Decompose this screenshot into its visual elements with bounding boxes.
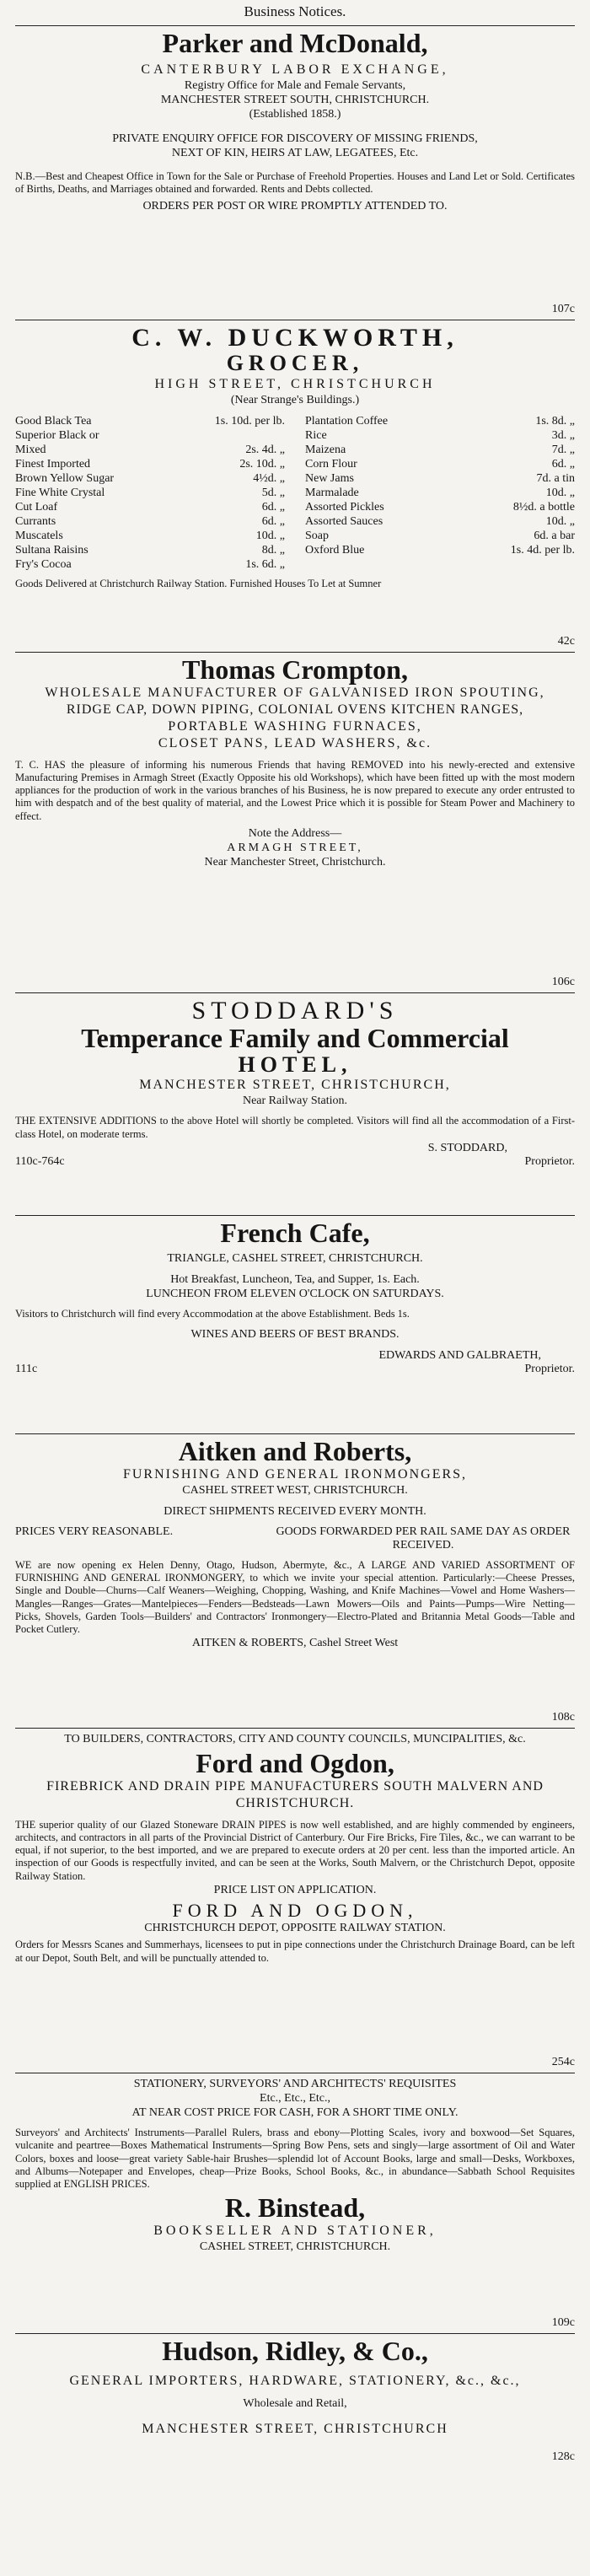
item-price: 1s. 10d. per lb.	[214, 414, 285, 428]
stationery-header: STATIONERY, SURVEYORS' AND ARCHITECTS' REQUISITES	[133, 2078, 457, 2090]
body-text: Surveyors' and Architects' Instruments—Parallel Rulers, brass and ebony—Plotting Scales, ivory and boxwood—Set Squares, vulcanite and peartree—Boxes Mathematical Instruments—Spring Bow Pens, sets and singly—large assortment of Oil and Water Colors, boxes and loose—great variety Sable-hair Brushes—splendid lot of Account Books, large and small—Desks, Workboxes, and Albums—Notepaper and Envelopes, cheap—Prize Books, School Books, &c., in abundance—Sabbath School Requisites supplied at ENGLISH PRICES.	[15, 2127, 575, 2191]
body-text: Visitors to Christchurch will find every Accommodation at the above Establishment. Beds 1s.	[15, 1307, 410, 1320]
ad-title-line: HOTEL,	[238, 1051, 352, 1077]
orders-line: ORDERS PER POST OR WIRE PROMPTLY ATTENDED TO.	[142, 200, 448, 213]
price-list	[15, 414, 575, 573]
price-row	[305, 543, 575, 557]
item-name: Finest Imported	[15, 457, 91, 471]
ad-aitken	[15, 1438, 575, 1724]
item-name: Good Black Tea	[15, 414, 92, 428]
ad-parker	[15, 30, 575, 316]
ad-code: 107c	[551, 303, 575, 315]
ad-title: Ford and Ogdon,	[196, 1748, 394, 1779]
item-price: 1s. 8d. „	[535, 414, 575, 428]
ad-title: Aitken and Roberts,	[178, 1436, 412, 1466]
item-name: Fine White Crystal	[15, 487, 105, 500]
price-row	[15, 443, 285, 457]
address: HIGH STREET, CHRISTCHURCH	[154, 376, 436, 391]
item-price: 3d. „	[551, 428, 575, 442]
divider	[15, 1433, 575, 1434]
item-price: 10d. „	[255, 530, 285, 543]
item-name: Mixed	[15, 443, 46, 456]
ad-binstead	[15, 2077, 575, 2330]
address: TRIANGLE, CASHEL STREET, CHRISTCHURCH.	[167, 1251, 423, 1265]
item-price: 7d. a tin	[536, 471, 575, 485]
item-price: 6d. „	[261, 515, 285, 529]
signature: AITKEN & ROBERTS, Cashel Street West	[191, 1637, 399, 1650]
item-name: Currants	[15, 515, 56, 529]
near-line: Near Manchester Street, Christchurch.	[204, 856, 386, 869]
address: MANCHESTER STREET, CHRISTCHURCH	[142, 2421, 448, 2436]
item-price: 8½d. a bottle	[512, 501, 575, 514]
ad-code: 106c	[551, 976, 575, 988]
divider	[15, 1728, 575, 1729]
ad-code: 254c	[551, 2056, 575, 2068]
role: Proprietor.	[524, 1154, 575, 1168]
trade-line: Wholesale and Retail,	[243, 2396, 347, 2410]
item-name: Assorted Sauces	[305, 515, 384, 529]
registry-line: Registry Office for Male and Female Servants,	[184, 78, 406, 92]
divider	[15, 1215, 575, 1216]
item-name: Fry's Cocoa	[15, 558, 72, 572]
divider	[15, 652, 575, 653]
ad-code: 111c	[15, 1363, 38, 1376]
item-name: New Jams	[305, 471, 354, 485]
item-price: 6d. „	[551, 457, 575, 471]
address: MANCHESTER STREET, CHRISTCHURCH,	[139, 1078, 451, 1093]
item-name: Maizena	[305, 443, 346, 456]
near-line: (Near Strange's Buildings.)	[230, 393, 360, 406]
ad-title: Parker and McDonald,	[162, 28, 428, 58]
price-row	[305, 471, 575, 486]
direct-line: DIRECT SHIPMENTS RECEIVED EVERY MONTH.	[164, 1504, 426, 1518]
address: CASHEL STREET, CHRISTCHURCH.	[199, 2240, 391, 2254]
divider	[15, 25, 575, 26]
note-line: Note the Address—	[248, 826, 342, 840]
item-price: 4½d. „	[253, 471, 285, 485]
price-row	[15, 557, 285, 572]
ad-title: C. W. DUCKWORTH,	[131, 324, 459, 352]
ad-title: French Cafe,	[220, 1218, 370, 1248]
price-row	[15, 514, 285, 529]
ad-subtitle: FURNISHING AND GENERAL IRONMONGERS,	[122, 1466, 468, 1482]
wines-line: WINES AND BEERS OF BEST BRANDS.	[190, 1328, 400, 1342]
ad-title: R. Binstead,	[224, 2192, 366, 2224]
ad-subtitle: BOOKSELLER AND STATIONER,	[153, 2224, 437, 2239]
price-row	[305, 457, 575, 471]
ad-ford-ogdon	[15, 1732, 575, 2069]
item-price: 6d. „	[261, 501, 285, 514]
price-list-line: PRICE LIST ON APPLICATION.	[213, 1883, 377, 1896]
body-text: T. C. HAS the pleasure of informing his numerous Friends that having REMOVED into his newly-erected and extensive Manufacturing Premises in Armagh Street (Exactly Opposite his old Workshops), which have been fitted up with the most modern appliances for the production of work in the various branches of his Business, he is now prepared to execute any order entrusted to him with despatch and of the best quality of material, and the Lowest Price which it is possible for Steam Power and Machinery to effect.	[15, 758, 575, 822]
ad-title-line: FORD AND OGDON,	[172, 1900, 418, 1921]
established: (Established 1858.)	[249, 107, 341, 121]
price-row	[15, 414, 285, 428]
item-name: Oxford Blue	[305, 544, 365, 557]
body-text: THE superior quality of our Glazed Stoneware DRAIN PIPES is now well established, and are highly commended by engineers, architects, and contractors in all parts of the Provincial District of Canterbury. Our Fire Bricks, Fire Tiles, &c., we can warrant to be equal, if not superior, to the best imported, and we are prepared to execute orders at 20 per cent. less than the imported article. An inspection of our Goods is respectfully invited, and can be seen at the Works, South Malvern, or the Christchurch Depot, opposite Railway Station.	[15, 1818, 575, 1882]
price-row	[15, 543, 285, 557]
signature: S. STODDARD,	[427, 1141, 507, 1154]
item-price: 2s. 10d. „	[239, 457, 285, 471]
price-column-left	[15, 414, 285, 573]
item-name: Assorted Pickles	[305, 501, 384, 514]
ad-code: 108c	[551, 1711, 575, 1724]
delivery-line: Goods Delivered at Christchurch Railway Station. Furnished Houses To Let at Sumner	[15, 577, 382, 589]
enquiry-line: NEXT OF KIN, HEIRS AT LAW, LEGATEES, Etc.	[171, 146, 419, 159]
price-row	[15, 500, 285, 514]
price-row	[305, 414, 575, 428]
ad-title: Thomas Crompton,	[182, 654, 408, 685]
item-name: Sultana Raisins	[15, 544, 88, 557]
body-text: THE EXTENSIVE ADDITIONS to the above Hotel will shortly be completed. Visitors will find all the accommodation of a First-class Hotel, on moderate terms.	[15, 1115, 575, 1140]
price-row	[305, 428, 575, 443]
price-row	[305, 486, 575, 500]
lunch-line: LUNCHEON FROM ELEVEN O'CLOCK ON SATURDAYS.	[146, 1287, 444, 1300]
price-row	[15, 529, 285, 543]
item-price: 1s. 6d. „	[245, 558, 285, 572]
footer-row	[15, 1363, 575, 1376]
price-row	[305, 500, 575, 514]
ad-code: 109c	[551, 2316, 575, 2329]
prices-left: PRICES VERY REASONABLE.	[15, 1525, 174, 1538]
ad-subtitle: WHOLESALE MANUFACTURER OF GALVANISED IRON SPOUTING,	[45, 685, 545, 700]
item-name: Superior Black or	[15, 428, 99, 442]
role: Proprietor.	[524, 1363, 575, 1376]
ad-duckworth	[15, 324, 575, 648]
address: ARMAGH STREET,	[227, 841, 363, 854]
ad-subtitle: GENERAL IMPORTERS, HARDWARE, STATIONERY, &c., &c.,	[69, 2373, 521, 2388]
ad-title: STODDARD'S	[191, 997, 399, 1024]
near-line: Near Railway Station.	[242, 1094, 348, 1108]
ad-crompton	[15, 656, 575, 989]
item-name: Rice	[305, 428, 327, 442]
item-price: 6d. a bar	[534, 530, 575, 543]
item-price: 10d. „	[545, 515, 575, 529]
item-name: Brown Yellow Sugar	[15, 471, 115, 485]
prices-right: GOODS FORWARDED PER RAIL SAME DAY AS ORDER RECEIVED.	[276, 1525, 571, 1552]
ad-code: 42c	[557, 635, 575, 648]
item-name: Marmalade	[305, 487, 359, 500]
to-line: TO BUILDERS, CONTRACTORS, CITY AND COUNTY COUNCILS, MUNCIPALITIES, &c.	[64, 1733, 526, 1745]
signature: EDWARDS AND GALBRAETH,	[378, 1349, 541, 1363]
trade: GROCER,	[226, 351, 364, 375]
price-row	[305, 514, 575, 529]
page-header: Business Notices.	[244, 3, 346, 19]
price-row	[15, 486, 285, 500]
price-row	[15, 457, 285, 471]
address: CASHEL STREET WEST, CHRISTCHURCH.	[182, 1483, 408, 1497]
page	[0, 3, 590, 2464]
divider	[15, 2333, 575, 2334]
price-column-right	[305, 414, 575, 573]
product-line: CLOSET PANS, LEAD WASHERS, &c.	[158, 735, 432, 750]
address: MANCHESTER STREET SOUTH, CHRISTCHURCH.	[160, 93, 430, 106]
body-text: N.B.—Best and Cheapest Office in Town for the Sale or Purchase of Freehold Properties. Houses and Land Let or Sold. Certificates of Births, Deaths, and Marriages obtained and forwarded. Rents and Debts collected.	[15, 169, 575, 196]
item-name: Soap	[305, 530, 329, 543]
prices-row	[15, 1525, 575, 1552]
item-price: 5d. „	[261, 487, 285, 500]
item-name: Muscatels	[15, 530, 63, 543]
meals-line: Hot Breakfast, Luncheon, Tea, and Supper, 1s. Each.	[170, 1272, 420, 1286]
divider	[15, 992, 575, 993]
price-row	[15, 428, 285, 443]
item-price: 2s. 4d. „	[245, 443, 285, 456]
product-line: RIDGE CAP, DOWN PIPING, COLONIAL OVENS KITCHEN RANGES,	[66, 702, 524, 717]
item-price: 1s. 4d. per lb.	[510, 544, 575, 557]
product-line: PORTABLE WASHING FURNACES,	[168, 718, 422, 734]
depot-line: CHRISTCHURCH DEPOT, OPPOSITE RAILWAY STATION.	[144, 1922, 446, 1935]
item-name: Plantation Coffee	[305, 414, 389, 428]
footer-row	[15, 1155, 575, 1169]
cost-line: AT NEAR COST PRICE FOR CASH, FOR A SHORT TIME ONLY.	[131, 2106, 459, 2120]
ad-hudson	[15, 2337, 575, 2464]
price-row	[305, 529, 575, 543]
ad-title-line: Temperance Family and Commercial	[81, 1023, 509, 1053]
price-row	[15, 471, 285, 486]
ad-code: 128c	[551, 2450, 575, 2463]
item-name: Cut Loaf	[15, 501, 58, 514]
ad-french-cafe	[15, 1219, 575, 1430]
ad-title: Hudson, Ridley, & Co.,	[162, 2336, 428, 2366]
body-text: WE are now opening ex Helen Denny, Otago, Hudson, Abermyte, &c., A LARGE AND VARIED ASSORTMENT OF FURNISHING AND GENERAL IRONMONGERY, to which we invite your special attention. Particularly:—Cheese Presses, Single and Double—Churns—Calf Weaners—Weighing, Chopping, Washing, and Knife Machines—Vowel and Home Washers—Mangles—Ranges—Grates—Mantelpieces—Fenders—Bedsteads—Lawn Mowers—Oils and Paints—Pumps—Wire Netting—Picks, Shovels, Garden Tools—Builders' and Contractors' Ironmongery—Electro-Plated and Britannia Metal Goods—Table and Pocket Cutlery.	[15, 1558, 575, 1635]
ad-subtitle: FIREBRICK AND DRAIN PIPE MANUFACTURERS SOUTH MALVERN AND CHRISTCHURCH.	[46, 1778, 544, 1810]
item-name: Corn Flour	[305, 457, 357, 471]
ad-stoddard	[15, 997, 575, 1212]
item-price: 10d. „	[545, 487, 575, 500]
price-row	[305, 443, 575, 457]
etc-line: Etc., Etc., Etc.,	[260, 2092, 330, 2105]
item-price: 8d. „	[261, 544, 285, 557]
item-price: 7d. „	[551, 443, 575, 456]
ad-subtitle: CANTERBURY LABOR EXCHANGE,	[141, 62, 449, 77]
enquiry-line: PRIVATE ENQUIRY OFFICE FOR DISCOVERY OF MISSING FRIENDS,	[112, 132, 478, 145]
ad-code: 110c-764c	[15, 1154, 65, 1168]
orders-text: Orders for Messrs Scanes and Summerhays, licensees to put in pipe connections under the Christchurch Drainage Board, can be left at our Depot, South Belt, and will be punctually attended to.	[15, 1939, 575, 1964]
